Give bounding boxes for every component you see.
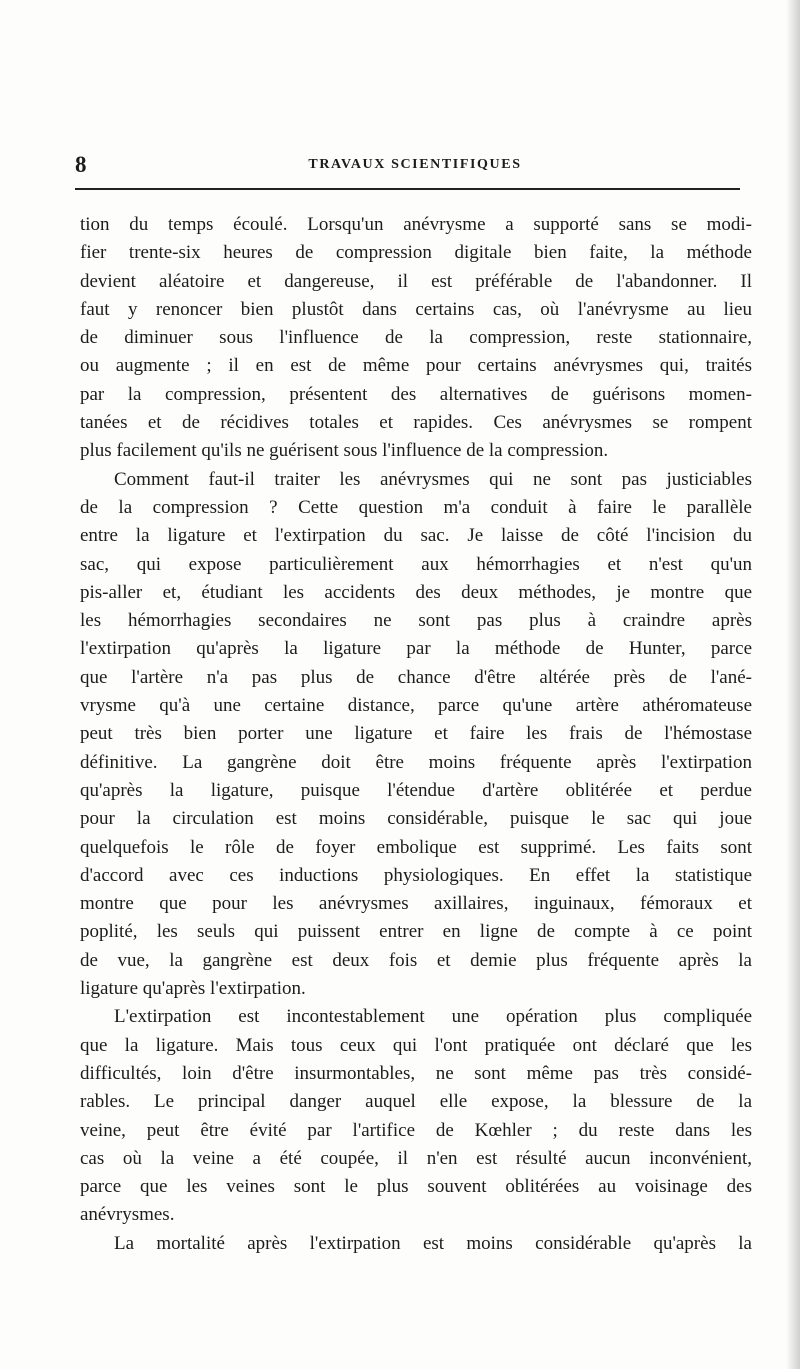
text-line: l'extirpation qu'après la ligature par la méthode de Hunter, parce — [80, 638, 752, 660]
page-edge-shadow — [786, 0, 800, 1369]
text-line: poplité, les seuls qui puissent entrer en ligne de compte à ce point — [80, 921, 752, 943]
text-line: fier trente-six heures de compression digitale bien faite, la méthode — [80, 242, 752, 264]
text-line: pis-aller et, étudiant les accidents des deux méthodes, je montre que — [80, 581, 752, 603]
text-line: rables. Le principal danger auquel elle expose, la blessure de la — [80, 1091, 752, 1113]
text-line: de diminuer sous l'influence de la compression, reste stationnaire, — [80, 327, 752, 349]
text-line: de vue, la gangrène est deux fois et demie plus fréquente après la — [80, 949, 752, 971]
text-line: qu'après la ligature, puisque l'étendue d'artère oblitérée et perdue — [80, 779, 752, 801]
text-line: anévrysmes. — [80, 1204, 175, 1226]
text-line: devient aléatoire et dangereuse, il est préférable de l'abandonner. Il — [80, 270, 752, 292]
text-line: plus facilement qu'ils ne guérisent sous l'influence de la compression. — [80, 440, 609, 462]
body-text — [80, 211, 752, 1258]
text-line: pour la circulation est moins considérable, puisque le sac qui joue — [80, 808, 752, 830]
running-head: TRAVAUX SCIENTIFIQUES — [308, 157, 522, 172]
page-header — [75, 150, 755, 180]
text-line: les hémorrhagies secondaires ne sont pas plus à craindre après — [80, 610, 752, 632]
page-number: 8 — [75, 152, 87, 177]
paragraph-start-line: Comment faut-il traiter les anévrysmes qui ne sont pas justiciables — [114, 468, 752, 490]
text-line: que l'artère n'a pas plus de chance d'être altérée près de l'ané- — [80, 666, 752, 688]
text-line: difficultés, loin d'être insurmontables, ne sont même pas très considé- — [80, 1062, 752, 1084]
text-line: d'accord avec ces inductions physiologiques. En effet la statistique — [80, 864, 752, 886]
header-rule — [75, 188, 740, 190]
text-line: faut y renoncer bien plustôt dans certains cas, où l'anévrysme au lieu — [80, 298, 752, 320]
text-line: montre que pour les anévrysmes axillaires, inguinaux, fémoraux et — [80, 893, 752, 915]
text-line: peut très bien porter une ligature et faire les frais de l'hémostase — [80, 723, 752, 745]
text-line: tanées et de récidives totales et rapides. Ces anévrysmes se rompent — [80, 412, 752, 434]
paragraph-start-line: L'extirpation est incontestablement une opération plus compliquée — [114, 1006, 752, 1028]
text-line: tion du temps écoulé. Lorsqu'un anévrysme a supporté sans se modi- — [80, 214, 752, 235]
text-line: sac, qui expose particulièrement aux hémorrhagies et n'est qu'un — [80, 553, 752, 575]
text-line: quelquefois le rôle de foyer embolique est supprimé. Les faits sont — [80, 836, 752, 858]
text-line: cas où la veine a été coupée, il n'en est résulté aucun inconvénient, — [80, 1147, 752, 1169]
text-line: que la ligature. Mais tous ceux qui l'ont pratiquée ont déclaré que les — [80, 1034, 752, 1056]
text-line: de la compression ? Cette question m'a conduit à faire le parallèle — [80, 496, 752, 518]
paragraph-start-line: La mortalité après l'extirpation est moins considérable qu'après la — [114, 1232, 752, 1254]
text-line: ligature qu'après l'extirpation. — [80, 978, 306, 1000]
text-line: parce que les veines sont le plus souvent oblitérées au voisinage des — [80, 1176, 752, 1198]
text-line: vrysme qu'à une certaine distance, parce qu'une artère athéromateuse — [80, 695, 752, 717]
text-line: ou augmente ; il en est de même pour certains anévrysmes qui, traités — [80, 355, 752, 377]
text-line: par la compression, présentent des alternatives de guérisons momen- — [80, 383, 752, 405]
text-line: entre la ligature et l'extirpation du sac. Je laisse de côté l'incision du — [80, 525, 752, 547]
text-line: définitive. La gangrène doit être moins fréquente après l'extirpation — [80, 751, 752, 773]
text-line: veine, peut être évité par l'artifice de Kœhler ; du reste dans les — [80, 1119, 752, 1141]
